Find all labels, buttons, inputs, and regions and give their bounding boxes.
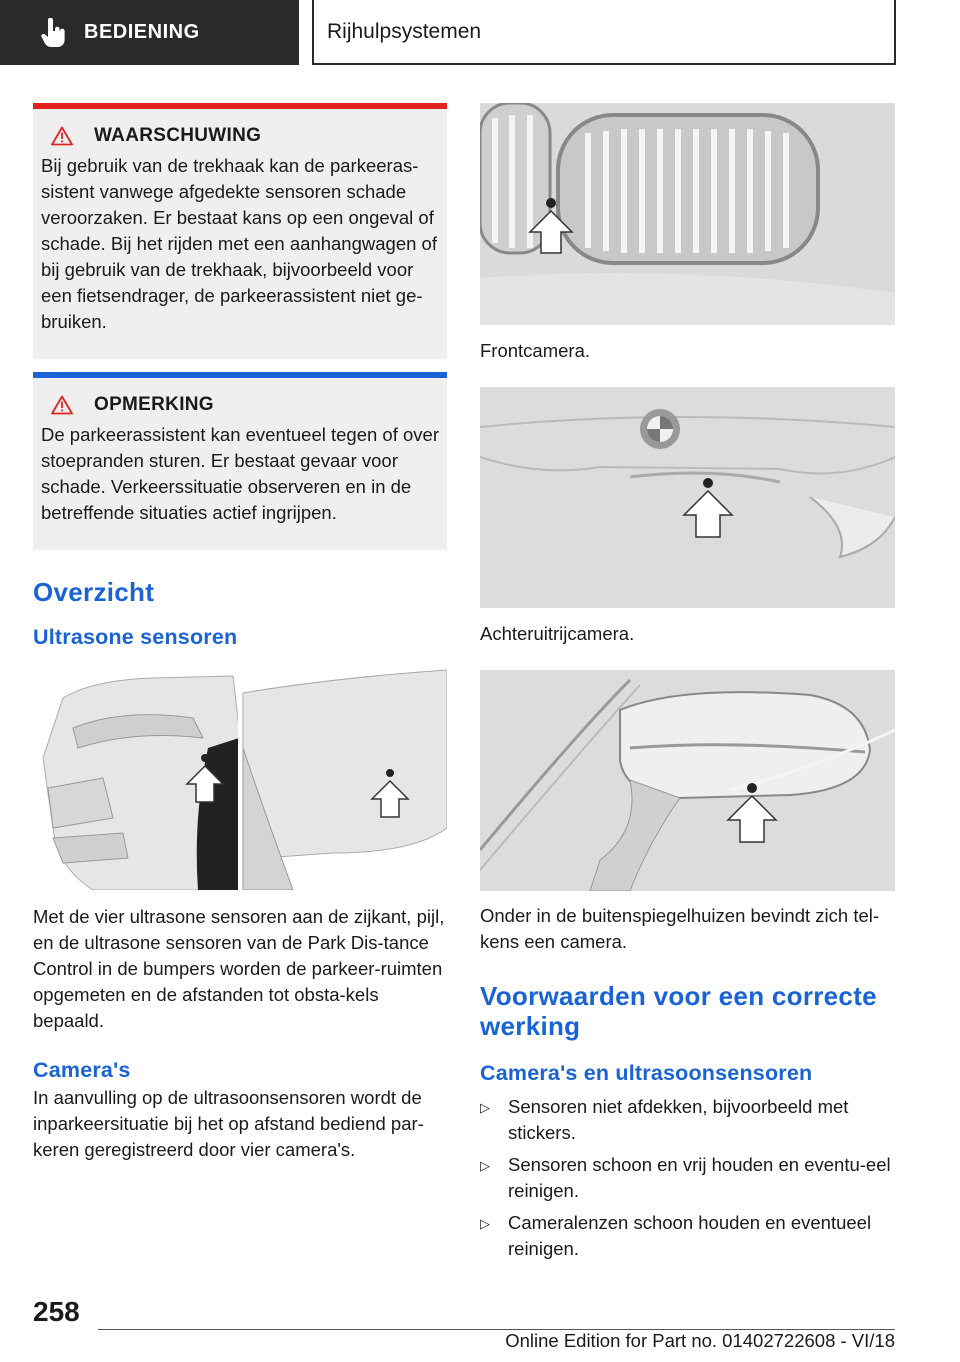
- right-column: [480, 103, 895, 1268]
- note-title: OPMERKING: [41, 394, 439, 416]
- edition-note: Online Edition for Part no. 01402722608 - VI/18: [505, 1330, 895, 1351]
- list-item: ▷ Sensoren schoon en vrij houden en eventu-eel reinigen.: [480, 1152, 895, 1204]
- trunk-lid-illustration: [480, 387, 895, 608]
- requirements-list: [480, 1094, 895, 1262]
- triangle-bullet-icon: ▷: [480, 1100, 490, 1115]
- ultrasone-heading: Ultrasone sensoren: [33, 625, 238, 649]
- triangle-bullet-icon: ▷: [480, 1216, 490, 1231]
- rear-camera-caption: Achteruitrijcamera.: [480, 623, 635, 644]
- list-item: ▷ Cameralenzen schoon houden en eventueel reinigen.: [480, 1210, 895, 1262]
- warning-triangle-icon: [51, 395, 73, 415]
- note-box: [33, 372, 447, 550]
- warning-box: [33, 103, 447, 359]
- ultrasonic-sensors-image: [33, 668, 447, 890]
- overzicht-heading: Overzicht: [33, 577, 155, 607]
- hand-pointer-icon: [40, 18, 66, 48]
- front-camera-image: [480, 103, 895, 325]
- voorwaarden-heading: Voorwaarden voor een correcte werking: [480, 981, 877, 1041]
- mirror-camera-image: [480, 670, 895, 891]
- kidney-grille-illustration: [480, 103, 895, 325]
- cameras-text: In aanvulling op de ultrasoonsensoren wordt de inparkeersituatie bij het op afstand bediend par-keren geregistreerd door vier camera's.: [33, 1087, 424, 1160]
- rear-camera-image: [480, 387, 895, 608]
- chapter-label: Rijhulpsystemen: [327, 19, 482, 43]
- mirror-camera-caption: Onder in de buitenspiegelhuizen bevindt zich tel-kens een camera.: [480, 905, 880, 952]
- note-text: De parkeerassistent kan eventueel tegen of over stoepranden sturen. Er bestaat gevaar voor schade. Verkeerssituatie observeren en in de betreffende situaties actief ingrijpen.: [41, 424, 439, 523]
- section-tab: [0, 0, 299, 65]
- front-camera-caption: Frontcamera.: [480, 340, 591, 361]
- car-front-side-illustration: [33, 668, 447, 890]
- voorwaarden-subheading: Camera's en ultrasoonsensoren: [480, 1061, 813, 1085]
- chapter-tab: [312, 0, 896, 65]
- warning-text: Bij gebruik van de trekhaak kan de parkeeras-sistent vanwege afgedekte sensoren schade veroorzaken. Er bestaat kans op een ongeval of schade. Bij het rijden met een aanhangwagen of bij gebruik van de trekhaak, bijvoorbeeld voor een fietsendrager, de parkeerassistent niet ge-bruiken.: [41, 155, 437, 332]
- warning-title: WAARSCHUWING: [41, 125, 439, 147]
- warning-triangle-icon: [51, 126, 73, 146]
- ultrasone-text: Met de vier ultrasone sensoren aan de zijkant, pijl, en de ultrasone sensoren van de Park Dis-tance Control in de bumpers worden de parkeer-ruimten opgemeten en de afstanden tot obsta-kels bepaald.: [33, 906, 445, 1031]
- list-item: ▷ Sensoren niet afdekken, bijvoorbeeld met stickers.: [480, 1094, 895, 1146]
- triangle-bullet-icon: ▷: [480, 1158, 490, 1173]
- side-mirror-illustration: [480, 670, 895, 891]
- left-column: [33, 103, 447, 1163]
- section-label: BEDIENING: [84, 21, 200, 43]
- page-number: 258: [33, 1296, 80, 1327]
- cameras-heading: Camera's: [33, 1058, 131, 1082]
